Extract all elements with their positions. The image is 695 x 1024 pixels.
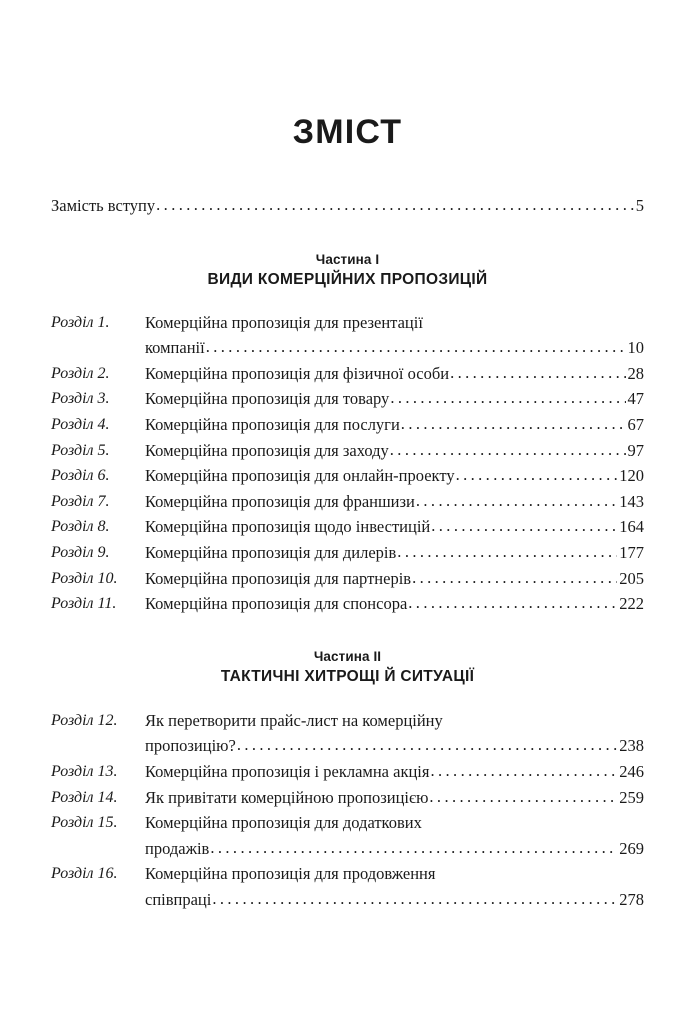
page-title: ЗМІСТ [292, 113, 403, 151]
toc-entry[interactable] [51, 861, 644, 912]
part-heading-1 [51, 250, 644, 291]
toc-entry-leader-line [145, 514, 644, 540]
toc-entry-page-number: 177 [619, 542, 644, 562]
toc-entry-page-number: 259 [619, 787, 644, 807]
toc-entry-page-number: 5 [635, 196, 644, 215]
toc-entry[interactable] [51, 810, 644, 861]
toc-entry[interactable] [51, 412, 644, 438]
toc-entry-number: Розділ 3. [51, 390, 110, 408]
dot-leader [416, 488, 617, 514]
toc-entry-title-line: співпраці [145, 889, 212, 909]
toc-entry-leader-line [51, 193, 644, 219]
toc-entry-number: Розділ 16. [51, 865, 118, 883]
toc-entry-leader-line [145, 566, 644, 592]
toc-entry-number: Розділ 13. [51, 762, 118, 780]
toc-entry-body [145, 310, 644, 361]
part-label: Частина I [315, 251, 380, 267]
toc-entry-number: Розділ 14. [51, 788, 118, 806]
dot-leader [431, 513, 617, 539]
toc-entry-leader-line [145, 759, 644, 785]
toc-entry-title-line: Комерційна пропозиція для послуги [145, 414, 400, 434]
toc-entry-leader-line [145, 386, 644, 412]
toc-entry[interactable] [51, 361, 644, 387]
dot-leader [456, 462, 618, 488]
dot-leader [450, 360, 625, 386]
toc-entry-title-line: Комерційна пропозиція для фізичної особи [145, 363, 450, 383]
toc-entry-number: Розділ 2. [51, 364, 110, 382]
dot-leader [408, 590, 617, 616]
toc-entry-title-line: Комерційна пропозиція для франшизи [145, 491, 415, 511]
toc-entry-title-line: Комерційна пропозиція для дилерів [145, 542, 397, 562]
dot-leader [390, 437, 626, 463]
toc-entry-leader-line [145, 785, 644, 811]
toc-entry-body [145, 386, 644, 412]
toc-entry-title-line: Комерційна пропозиція і рекламна акція [145, 761, 430, 781]
toc-entry[interactable] [51, 566, 644, 592]
toc-entry-number: Розділ 10. [51, 569, 118, 587]
toc-entry-leader-line [145, 887, 644, 913]
toc-entry-leader-line [145, 361, 644, 387]
toc-entry-page-number: 143 [619, 491, 644, 511]
toc-entry-number: Розділ 5. [51, 441, 110, 459]
toc-entry[interactable] [51, 540, 644, 566]
toc-entry-body [145, 861, 644, 912]
dot-leader [429, 784, 617, 810]
toc-entry-body [145, 591, 644, 617]
toc-entry[interactable] [51, 463, 644, 489]
toc-entry-body [145, 810, 644, 861]
toc-entry-number: Розділ 4. [51, 415, 110, 433]
part-title: ТАКТИЧНІ ХИТРОЩІ Й СИТУАЦІЇ [220, 667, 475, 685]
toc-entry-body [145, 540, 644, 566]
dot-leader [430, 758, 617, 784]
toc-entry-number: Розділ 8. [51, 518, 110, 536]
toc-entry-page-number: 205 [619, 568, 644, 588]
toc-entry[interactable] [51, 310, 644, 361]
toc-entry-body [145, 514, 644, 540]
toc-entry-title-line: Як перетворити прайс-лист на комерційну [145, 710, 443, 730]
toc-entry-title-line: Комерційна пропозиція для товару [145, 389, 390, 409]
toc-entry-leader-line [145, 591, 644, 617]
toc-entry-page-number: 67 [627, 414, 644, 434]
toc-entry-leader-line [145, 836, 644, 862]
toc-entry-page-number: 222 [619, 594, 644, 614]
toc-entry[interactable] [51, 386, 644, 412]
toc-entry-title-line: Комерційна пропозиція для онлайн-проекту [145, 466, 455, 486]
toc-entry-title-line: Комерційна пропозиція для спонсора [145, 594, 408, 614]
toc-entry-page-number: 278 [619, 889, 644, 909]
toc-entry-leader-line [145, 335, 644, 361]
toc-entry-leader-line [145, 489, 644, 515]
toc-entry[interactable] [51, 785, 644, 811]
toc-entry-body [145, 708, 644, 759]
toc-entry-page-number: 164 [619, 517, 644, 537]
toc-entry-leader-line [145, 540, 644, 566]
toc-entry-body [145, 412, 644, 438]
toc-entry[interactable] [51, 193, 644, 219]
toc-entry[interactable] [51, 591, 644, 617]
toc-entry-title-line: Комерційна пропозиція для партнерів [145, 568, 412, 588]
toc-entry-title-line: Як привітати комерційною пропозицією [145, 787, 429, 807]
toc-entry-title-line: продажів [145, 838, 210, 858]
toc-entry-body [145, 489, 644, 515]
toc-entry-number: Розділ 9. [51, 543, 110, 561]
toc-entry-page-number: 238 [619, 736, 644, 756]
part-title: ВИДИ КОМЕРЦІЙНИХ ПРОПОЗИЦІЙ [207, 270, 488, 288]
toc-entry-title-line: Комерційна пропозиція для презентації [145, 312, 423, 332]
toc-entry-body [145, 566, 644, 592]
toc-entry-body [51, 193, 644, 219]
toc-entry-page-number: 97 [627, 440, 644, 460]
dot-leader [397, 539, 617, 565]
toc-entry-title-line: компанії [145, 338, 205, 358]
toc-entry-leader-line [145, 463, 644, 489]
toc-entry-number: Розділ 12. [51, 711, 118, 729]
dot-leader [390, 385, 625, 411]
front-matter-entries [51, 193, 644, 219]
dot-leader [237, 732, 617, 758]
dot-leader [412, 565, 617, 591]
toc-entry[interactable] [51, 438, 644, 464]
toc-entry-title-line: Комерційна пропозиція щодо інвестицій [145, 517, 431, 537]
toc-entry-number: Розділ 11. [51, 595, 117, 613]
part-label: Частина II [313, 648, 382, 664]
toc-entry[interactable] [51, 514, 644, 540]
toc-entry-body [145, 361, 644, 387]
toc-entry-body [145, 438, 644, 464]
toc-entry-page-number: 120 [619, 466, 644, 486]
toc-entry-body [145, 759, 644, 785]
toc-entry-number: Розділ 15. [51, 814, 118, 832]
dot-leader [401, 411, 626, 437]
toc-entry[interactable] [51, 489, 644, 515]
toc-entry-title-line: Комерційна пропозиція для заходу [145, 440, 389, 460]
toc-entry-title-line: Замість вступу [51, 196, 156, 215]
toc-entry-number: Розділ 7. [51, 492, 110, 510]
entry-list-part-1 [51, 310, 644, 617]
dot-leader [206, 334, 626, 360]
dot-leader [212, 886, 617, 912]
toc-entry-title-line: Комерційна пропозиція для продовження [145, 864, 436, 884]
toc-entry-page-number: 10 [627, 338, 644, 358]
toc-entry-page-number: 28 [627, 363, 644, 383]
toc-entry-body [145, 785, 644, 811]
toc-entry[interactable] [51, 759, 644, 785]
toc-entry-leader-line [145, 733, 644, 759]
toc-entry-title-line: Комерційна пропозиція для додаткових [145, 813, 422, 833]
toc-entry-leader-line [145, 438, 644, 464]
toc-entry-number: Розділ 6. [51, 467, 110, 485]
toc-entry-number: Розділ 1. [51, 313, 110, 331]
toc-entry-title-line: пропозицію? [145, 736, 236, 756]
dot-leader [156, 192, 634, 218]
toc-entry-page-number: 269 [619, 838, 644, 858]
toc-entry-page-number: 47 [627, 389, 644, 409]
toc-entry[interactable] [51, 708, 644, 759]
dot-leader [210, 835, 617, 861]
toc-entry-leader-line [145, 412, 644, 438]
toc-entry-page-number: 246 [619, 761, 644, 781]
toc-entry-body [145, 463, 644, 489]
part-heading-2 [51, 647, 644, 688]
entry-list-part-2 [51, 708, 644, 913]
